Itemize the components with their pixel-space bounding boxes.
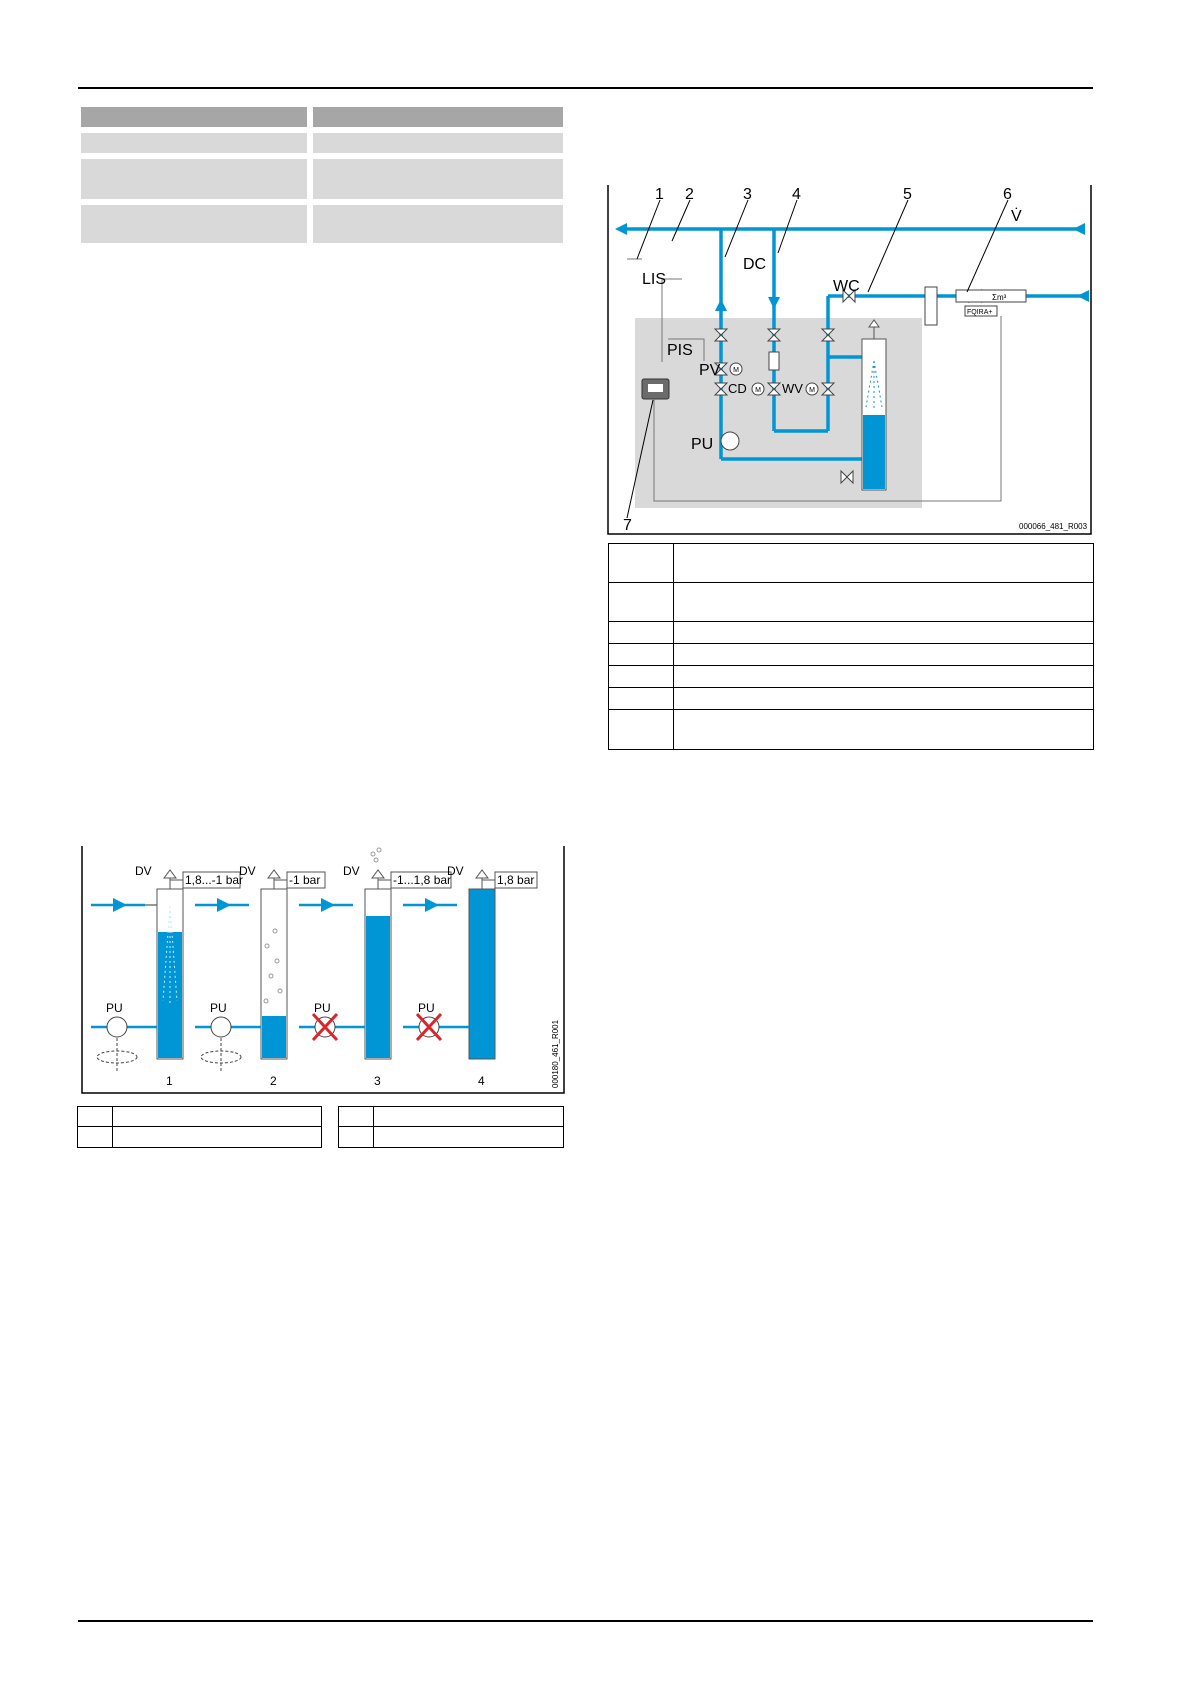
footer-rule bbox=[78, 1620, 1093, 1622]
cd-label: CD bbox=[728, 381, 747, 396]
callout-5: 5 bbox=[903, 186, 912, 203]
arrow-icon bbox=[425, 898, 439, 912]
spec-cell bbox=[81, 133, 307, 153]
spec-cell bbox=[81, 107, 307, 127]
legend-key bbox=[78, 1107, 113, 1127]
pressure-label: -1 bar bbox=[289, 873, 321, 887]
phase-diagram bbox=[81, 836, 565, 1094]
spec-table-row bbox=[81, 205, 563, 243]
phase-legend-right bbox=[338, 1106, 564, 1148]
legend-key bbox=[609, 644, 674, 666]
svg-text:DV: DV bbox=[239, 864, 256, 878]
pv-label: PV bbox=[699, 362, 721, 379]
phase-2 bbox=[195, 870, 325, 1072]
svg-text:M: M bbox=[809, 387, 815, 394]
legend-value bbox=[674, 688, 1094, 710]
spec-cell bbox=[81, 159, 307, 199]
legend-key bbox=[609, 710, 674, 750]
legend-key bbox=[609, 666, 674, 688]
legend-value bbox=[674, 544, 1094, 583]
legend-value bbox=[674, 644, 1094, 666]
legend-key bbox=[339, 1127, 374, 1148]
legend-value bbox=[674, 666, 1094, 688]
legend-key bbox=[609, 688, 674, 710]
filter-icon bbox=[925, 287, 937, 325]
legend-value bbox=[113, 1127, 322, 1148]
legend-key bbox=[339, 1107, 374, 1127]
callout-7: 7 bbox=[623, 517, 632, 534]
arrow-icon bbox=[615, 223, 627, 235]
pump-icon bbox=[721, 432, 739, 450]
svg-text:M: M bbox=[733, 367, 739, 374]
phase-4 bbox=[403, 870, 537, 1059]
svg-text:DV: DV bbox=[447, 864, 464, 878]
arrow-icon bbox=[768, 297, 780, 309]
arrow-icon bbox=[1077, 290, 1089, 302]
arrow-icon bbox=[321, 898, 335, 912]
phase-number: 2 bbox=[270, 1074, 277, 1088]
legend-value bbox=[674, 622, 1094, 644]
phase-number: 3 bbox=[374, 1074, 381, 1088]
legend-value bbox=[113, 1107, 322, 1127]
spec-cell bbox=[313, 205, 563, 243]
spec-table-row bbox=[81, 133, 563, 153]
callout-4: 4 bbox=[792, 186, 801, 203]
lis-label: LIS bbox=[642, 271, 667, 288]
legend-key bbox=[609, 622, 674, 644]
pressure-label: -1...1,8 bar bbox=[393, 873, 452, 887]
legend-value bbox=[674, 583, 1094, 622]
callout-2: 2 bbox=[685, 186, 694, 203]
phase-legend-left bbox=[77, 1106, 322, 1148]
legend-value bbox=[374, 1107, 564, 1127]
pis-label: PIS bbox=[667, 342, 693, 359]
drawing-code: 000066_481_R003 bbox=[1019, 522, 1088, 531]
spec-table bbox=[81, 107, 563, 249]
system-legend bbox=[608, 543, 1094, 750]
legend-key bbox=[78, 1127, 113, 1148]
svg-text:Σm³: Σm³ bbox=[992, 293, 1007, 302]
pressure-label: 1,8...-1 bar bbox=[185, 873, 244, 887]
wv-label: WV bbox=[782, 381, 803, 396]
arrow-icon bbox=[715, 299, 727, 311]
arrow-icon bbox=[1073, 223, 1085, 235]
callout-6: 6 bbox=[1003, 186, 1012, 203]
pressure-label: 1,8 bar bbox=[497, 873, 535, 887]
spec-cell bbox=[313, 159, 563, 199]
svg-text:M: M bbox=[755, 387, 761, 394]
spec-cell bbox=[81, 205, 307, 243]
spec-cell bbox=[313, 133, 563, 153]
svg-text:PU: PU bbox=[106, 1001, 123, 1015]
dc-label: DC bbox=[743, 256, 767, 273]
arrow-icon bbox=[113, 898, 127, 912]
system-diagram bbox=[607, 179, 1093, 536]
wc-label: WC bbox=[833, 278, 860, 295]
spec-table-row bbox=[81, 159, 563, 199]
legend-value bbox=[374, 1127, 564, 1148]
svg-text:DV: DV bbox=[343, 864, 360, 878]
svg-text:PU: PU bbox=[418, 1001, 435, 1015]
svg-text:PU: PU bbox=[210, 1001, 227, 1015]
callout-3: 3 bbox=[743, 186, 752, 203]
legend-value bbox=[674, 710, 1094, 750]
pump-icon bbox=[211, 1017, 231, 1037]
header-rule bbox=[78, 87, 1093, 89]
callout-1: 1 bbox=[655, 186, 664, 203]
svg-text:PU: PU bbox=[314, 1001, 331, 1015]
arrow-icon bbox=[217, 898, 231, 912]
drawing-code: 000180_461_R001 bbox=[551, 1019, 560, 1088]
spec-table-header bbox=[81, 107, 563, 127]
flow-label: V̇ bbox=[1011, 208, 1022, 225]
spec-cell bbox=[313, 107, 563, 127]
check-valve bbox=[769, 352, 779, 370]
svg-text:FQIRA+: FQIRA+ bbox=[967, 309, 993, 316]
tank-water bbox=[863, 415, 885, 489]
phase-number: 1 bbox=[166, 1074, 173, 1088]
legend-key bbox=[609, 544, 674, 583]
pump-icon bbox=[107, 1017, 127, 1037]
phase-number: 4 bbox=[478, 1074, 485, 1088]
legend-key bbox=[609, 583, 674, 622]
svg-text:DV: DV bbox=[135, 864, 152, 878]
meter-icon bbox=[956, 290, 1026, 302]
pu-label: PU bbox=[691, 436, 714, 453]
